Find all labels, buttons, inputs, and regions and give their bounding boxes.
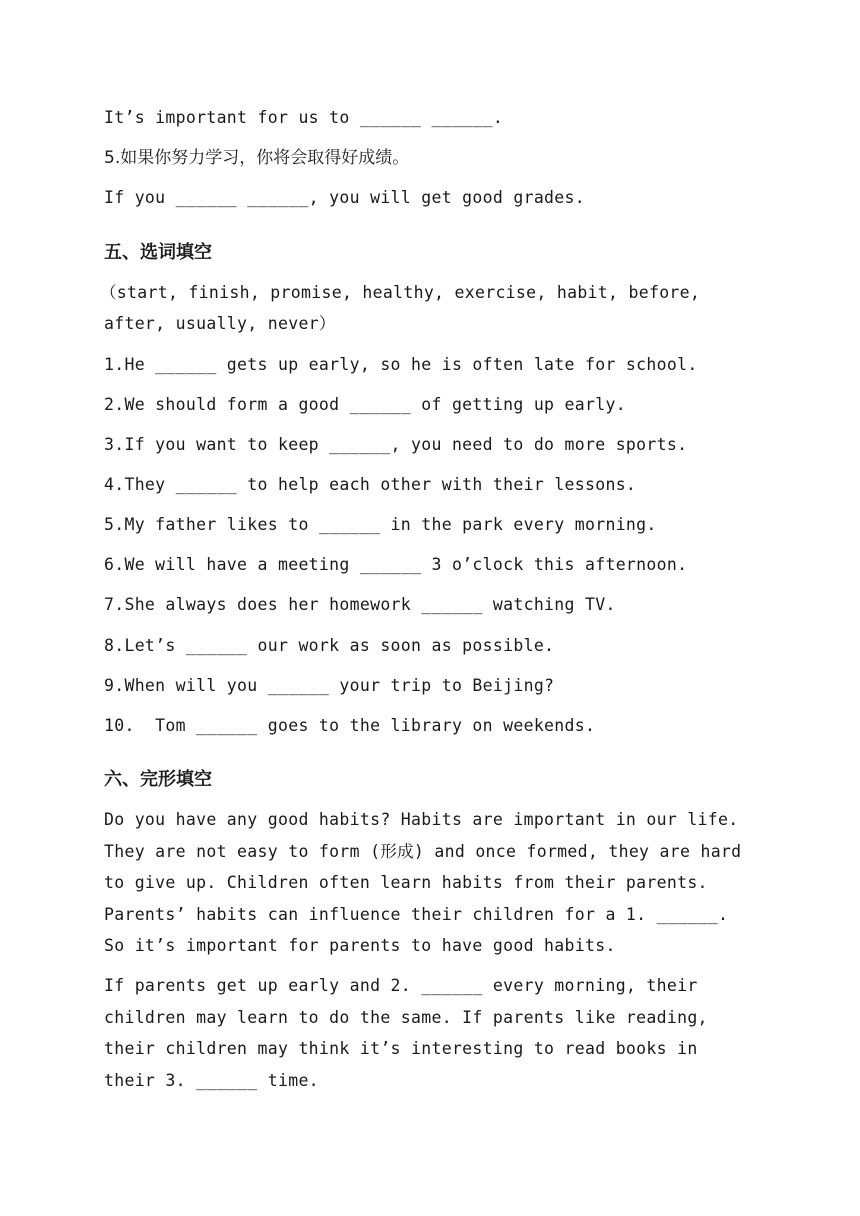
section-heading-word-choice: 五、选词填空 [104, 242, 212, 263]
exercise-item: 10. Tom ______ goes to the library on weekends. [104, 716, 596, 735]
exercise-item: 3.If you want to keep ______, you need to do more sports. [104, 435, 688, 454]
word-bank-line-2: after, usually, never） [104, 314, 336, 333]
translation-item-5-chinese: 5.如果你努力学习，你将会取得好成绩。 [104, 148, 410, 168]
cloze-paragraph-2-line: their 3. ______ time. [104, 1071, 319, 1090]
exercise-item: 6.We will have a meeting ______ 3 o’clock this afternoon. [104, 555, 688, 574]
word-bank-line-1: （start, finish, promise, healthy, exercise, habit, before, [100, 283, 701, 302]
translation-item-5-english: If you ______ ______, you will get good grades. [104, 188, 585, 207]
exercise-item: 7.She always does her homework ______ watching TV. [104, 595, 616, 614]
cloze-paragraph-2-line: If parents get up early and 2. ______ every morning, their [104, 976, 698, 995]
cloze-paragraph-1-line: to give up. Children often learn habits from their parents. [104, 873, 708, 892]
translation-line: It’s important for us to ______ ______. [104, 108, 504, 127]
exercise-item: 5.My father likes to ______ in the park every morning. [104, 515, 657, 534]
exercise-item: 1.He ______ gets up early, so he is often late for school. [104, 355, 698, 374]
cloze-paragraph-1-line: Do you have any good habits? Habits are important in our life. [104, 810, 739, 829]
cloze-paragraph-1-line: Parents’ habits can influence their children for a 1. ______. [104, 905, 729, 924]
exercise-item: 2.We should form a good ______ of getting up early. [104, 395, 626, 414]
exercise-item: 8.Let’s ______ our work as soon as possible. [104, 636, 555, 655]
exercise-item: 9.When will you ______ your trip to Beijing? [104, 676, 555, 695]
exercise-item: 4.They ______ to help each other with their lessons. [104, 475, 637, 494]
cloze-paragraph-2-line: their children may think it’s interesting to read books in [104, 1039, 698, 1058]
cloze-paragraph-2-line: children may learn to do the same. If parents like reading, [104, 1008, 708, 1027]
cloze-paragraph-1-line: They are not easy to form (形成) and once formed, they are hard [104, 842, 742, 861]
section-heading-cloze: 六、完形填空 [104, 769, 212, 790]
cloze-paragraph-1-line: So it’s important for parents to have good habits. [104, 936, 616, 955]
